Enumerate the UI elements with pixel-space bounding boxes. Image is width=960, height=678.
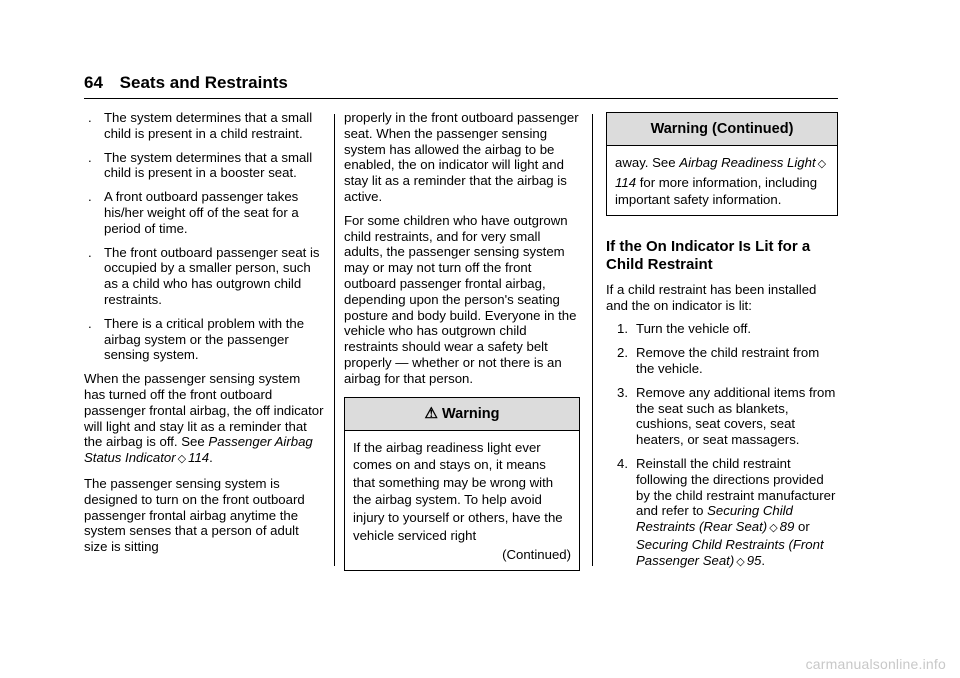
warning-text: If the airbag readiness light ever comes on and stays on, it means that something may be wrong with the airbag system. To help avoid injury to yourself or others, have the vehicle serviced right <box>353 439 563 543</box>
page-reference[interactable]: 89 <box>779 519 795 535</box>
warning-text <box>615 154 829 209</box>
step-text-main: Reinstall the child restraint following the directions provided by the child restraint manufacturer and refer to <box>636 455 836 519</box>
paragraph-text: When the passenger sensing system has turned off the front outboard passenger frontal airbag, the off indicator will light and stay lit as a reminder that the airbag is off. See <box>84 371 324 450</box>
bullet-marker: . <box>88 110 92 125</box>
cross-reference-link[interactable]: Airbag Readiness Light <box>679 155 816 170</box>
column-1 <box>84 110 324 563</box>
page-reference-arrow-icon: ◇ <box>736 555 745 568</box>
warning-header <box>345 398 579 431</box>
bullet-text: The system determines that a small child is present in a child restraint. <box>104 110 313 141</box>
step-text: Reinstall the child restraint following the directions provided by the child restraint manufacturer and refer to Securing Child Restraints (Rear Seat) ◇ 89 or Securing Child Restraints (Front Passenger Seat) ◇ 95. <box>636 456 838 571</box>
warning-title: Warning <box>441 405 500 422</box>
column-3 <box>606 110 838 579</box>
page-reference-arrow-icon: ◇ <box>769 522 778 535</box>
column-divider <box>334 114 335 566</box>
page-number: 64 <box>84 73 103 92</box>
bullet-item <box>84 189 324 236</box>
bullet-item <box>84 245 324 308</box>
warning-text-prefix: away. See <box>615 155 676 170</box>
warning-text-suffix: for more information, including important safety information. <box>615 174 818 208</box>
paragraph: The passenger sensing system is designed to turn on the front outboard passenger frontal airbag anytime the system senses that a person of adult size is sitting <box>84 475 305 555</box>
section-title: Seats and Restraints <box>119 73 288 92</box>
bullet-item <box>84 150 324 182</box>
watermark: carmanualsonline.info <box>805 656 946 672</box>
cross-reference-link[interactable]: Passenger Airbag Status Indicator <box>84 434 313 466</box>
bullet-text: A front outboard passenger takes his/her weight off of the seat for a period of time. <box>104 189 299 236</box>
bullet-marker: . <box>88 244 92 260</box>
bullet-marker: . <box>88 189 92 205</box>
warning-header: Warning (Continued) <box>607 113 837 146</box>
column-divider <box>592 114 593 566</box>
numbered-step <box>606 345 838 377</box>
warning-box <box>344 397 580 571</box>
step-text-or: or <box>798 519 810 535</box>
paragraph: When the passenger sensing system has turned off the front outboard passenger frontal airbag, the off indicator will light and stay lit as a reminder that the airbag is off. See Passenger Airbag Status Indicator ◇ 114. <box>84 371 324 468</box>
page-reference[interactable]: 114 <box>615 174 637 190</box>
step-number: 3. <box>617 384 628 400</box>
step-number: 4. <box>617 455 628 471</box>
bullet-marker: . <box>88 315 92 331</box>
numbered-step <box>606 321 838 337</box>
page-reference[interactable]: 95 <box>746 552 762 568</box>
numbered-step <box>606 385 838 448</box>
page-header <box>84 72 838 99</box>
bullet-text: The front outboard passenger seat is occupied by a smaller person, such as a child who has outgrown child restraints. <box>104 244 320 307</box>
step-number: 1. <box>617 321 628 337</box>
paragraph: For some children who have outgrown child restraints, and for very small adults, the passenger sensing system may or may not turn off the front outboard passenger frontal airbag, depending upon the person's seating posture and body build. Everyone in the vehicle who has outgrown child restraints should wear a safety belt properly — whether or not there is an airbag for that person. <box>344 212 577 386</box>
bullet-marker: . <box>88 149 92 165</box>
step-text: Turn the vehicle off. <box>636 321 752 337</box>
warning-body <box>345 431 579 570</box>
warning-box-continued <box>606 112 838 216</box>
section-heading: If the On Indicator Is Lit for a Child Restraint <box>606 237 811 273</box>
paragraph: If a child restraint has been installed and the on indicator is lit: <box>606 281 817 313</box>
step-text: Remove the child restraint from the vehicle. <box>636 345 820 376</box>
step-number: 2. <box>617 345 628 361</box>
page-reference-arrow-icon: ◇ <box>177 453 187 466</box>
paragraph: properly in the front outboard passenger seat. When the passenger sensing system has allowed the airbag to be enabled, the on indicator will light and stay lit as a reminder that the airbag is active. <box>344 110 579 204</box>
page-reference[interactable]: 114 <box>188 450 210 466</box>
warning-triangle-icon: ⚠ <box>424 404 438 422</box>
numbered-step <box>606 456 838 571</box>
column-2 <box>344 110 580 571</box>
bullet-text: The system determines that a small child is present in a booster seat. <box>104 149 313 181</box>
warning-body <box>607 146 837 215</box>
page-reference-arrow-icon: ◇ <box>817 158 827 170</box>
cross-reference-link[interactable]: Securing Child Restraints (Front Passenger Seat) <box>636 536 824 568</box>
bullet-item <box>84 110 324 142</box>
cross-reference-link[interactable]: Securing Child Restraints (Rear Seat) <box>636 503 793 535</box>
bullet-text: There is a critical problem with the airbag system or the passenger sensing system. <box>104 315 305 363</box>
bullet-item <box>84 316 324 363</box>
continued-label: (Continued) <box>502 547 571 563</box>
step-text: Remove any additional items from the seat such as blankets, cushions, seat covers, seat heaters, or seat massagers. <box>636 384 836 448</box>
